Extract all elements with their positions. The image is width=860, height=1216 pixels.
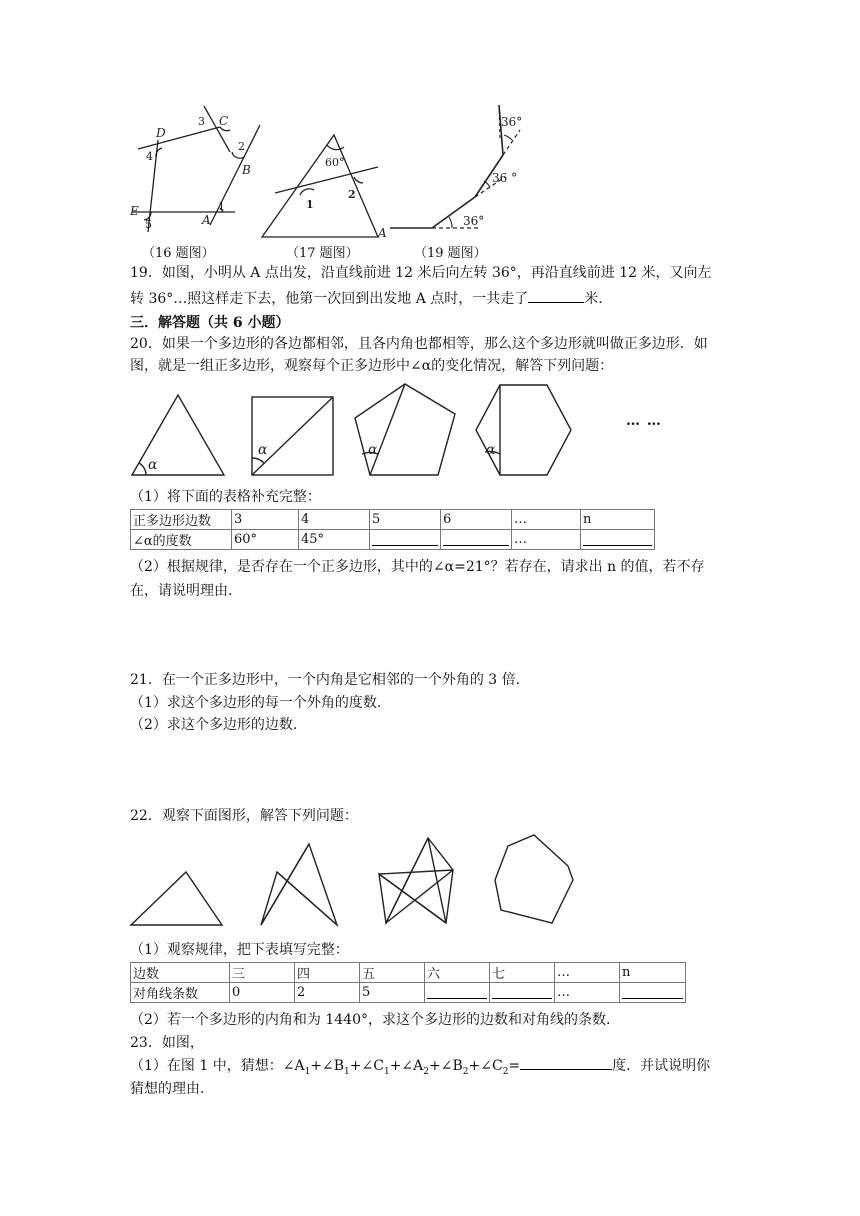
q23-line3: 猜想的理由. — [130, 1081, 205, 1097]
q23-line1: 23．如图， — [130, 1035, 204, 1051]
fig16-label-3: 3 — [198, 115, 205, 128]
table-cell: 60° — [232, 530, 299, 550]
q20-pentagon — [355, 384, 455, 475]
q19-line2-text: 转 36°…照这样走下去，他第一次回到出发地 A 点时，一共走了 — [130, 291, 529, 307]
q22-diagonals-figure — [120, 830, 590, 935]
q23-line2 — [130, 1055, 710, 1082]
q23-text-c1: +∠C — [349, 1058, 384, 1074]
q19-line2-unit: 米. — [584, 291, 603, 307]
fig16-label-C: C — [219, 114, 229, 128]
figure-16 — [129, 106, 260, 232]
table-cell: 5 — [360, 983, 425, 1003]
q20-part1: （1）将下面的表格补充完整： — [130, 489, 321, 505]
q22-table — [130, 962, 686, 1003]
q21-line2: （1）求这个多边形的每一个外角的度数. — [130, 695, 382, 711]
table-cell: 七 — [490, 963, 555, 983]
q20-alpha-2: α — [258, 442, 268, 458]
q22-triangle — [131, 872, 222, 925]
fig17-label-A: A — [378, 226, 387, 240]
table-cell: … — [512, 510, 581, 530]
q20-polygons-figure — [120, 380, 580, 480]
figure-19 — [390, 105, 522, 228]
q22-pentagon — [379, 838, 453, 923]
table-cell: 四 — [295, 963, 360, 983]
q20-square — [252, 397, 333, 475]
table-cell: ∠α的度数 — [131, 530, 232, 550]
fig19-label-36-bottom: 36° — [463, 214, 485, 228]
q23-sub: 2 — [502, 1066, 509, 1077]
table-cell: 六 — [425, 963, 490, 983]
table-row — [131, 983, 686, 1003]
fig16-label-1: 1 — [218, 200, 225, 213]
table-cell: 五 — [360, 963, 425, 983]
table-cell: n — [620, 963, 686, 983]
q19-answer-blank[interactable] — [528, 288, 584, 303]
q23-text-b1: +∠B — [310, 1058, 345, 1074]
table-cell: 边数 — [131, 963, 230, 983]
table-cell: 6 — [441, 510, 512, 530]
q23-sub: 1 — [304, 1066, 311, 1077]
table-cell: 2 — [295, 983, 360, 1003]
table-cell: 4 — [299, 510, 370, 530]
figures-16-17-19 — [120, 100, 560, 262]
q23-text-post: 度．并试说明你 — [612, 1058, 711, 1074]
answer-blank[interactable] — [443, 545, 509, 546]
fig19-label-36-top: 36° — [501, 115, 523, 129]
answer-blank[interactable] — [492, 998, 552, 999]
caption-17: （17 题图） — [286, 246, 359, 261]
q19-line1: 19．如图，小明从 A 点出发，沿直线前进 12 米后向左转 36°，再沿直线前进 12 米，又向左 — [130, 265, 712, 281]
table-cell: 3 — [232, 510, 299, 530]
fig16-label-E: E — [130, 204, 139, 218]
q21-line1: 21．在一个正多边形中，一个内角是它相邻的一个外角的 3 倍. — [130, 672, 521, 688]
table-cell: … — [512, 530, 581, 550]
fig19-label-36-mid: 36 ° — [492, 171, 518, 185]
table-answer-cell[interactable] — [581, 530, 655, 550]
table-cell: 5 — [370, 510, 441, 530]
fig17-label-60: 60° — [325, 156, 345, 169]
q20-ellipsis: … … — [626, 413, 662, 429]
table-cell: 正多边形边数 — [131, 510, 232, 530]
fig16-label-4: 4 — [146, 150, 153, 163]
q22-heptagon — [495, 835, 573, 923]
q23-sub: 2 — [462, 1066, 469, 1077]
q23-text-b2: +∠B — [429, 1058, 463, 1074]
table-cell: 对角线条数 — [131, 983, 230, 1003]
q20-triangle — [132, 395, 224, 475]
table-cell: … — [555, 983, 620, 1003]
table-cell: 0 — [230, 983, 295, 1003]
q22-part2: （2）若一个多边形的内角和为 1440°，求这个多边形的边数和对角线的条数. — [130, 1012, 611, 1028]
table-answer-cell[interactable] — [425, 983, 490, 1003]
q20-hexagon — [476, 385, 571, 475]
q22-line1: 22．观察下面图形，解答下列问题： — [130, 808, 358, 824]
table-cell: 三 — [230, 963, 295, 983]
q20-alpha-4: α — [486, 442, 496, 458]
q23-sub: 2 — [423, 1066, 430, 1077]
table-row — [131, 963, 686, 983]
table-cell: … — [555, 963, 620, 983]
table-answer-cell[interactable] — [620, 983, 686, 1003]
table-answer-cell[interactable] — [441, 530, 512, 550]
fig17-label-1: 1 — [306, 198, 314, 211]
fig16-label-5: 5 — [145, 218, 152, 231]
table-answer-cell[interactable] — [370, 530, 441, 550]
q23-sub: 1 — [344, 1066, 350, 1077]
fig16-label-D: D — [156, 126, 166, 140]
caption-19: （19 题图） — [414, 246, 487, 261]
q23-text-eq: = — [508, 1058, 521, 1074]
q20-part2-line2: 在，请说明理由. — [130, 583, 233, 599]
q22-part1: （1）观察规律，把下表填写完整： — [130, 942, 349, 958]
section-3-heading: 三．解答题（共 6 小题） — [130, 315, 290, 331]
fig17-label-2: 2 — [348, 188, 356, 201]
q23-text-a1: （1）在图 1 中，猜想：∠A — [130, 1058, 305, 1074]
table-row — [131, 510, 655, 530]
answer-blank[interactable] — [622, 998, 683, 999]
caption-16: （16 题图） — [142, 246, 215, 261]
q20-line2: 图，就是一组正多边形，观察每个正多边形中∠α的变化情况，解答下列问题： — [130, 358, 614, 374]
fig16-label-B: B — [242, 163, 251, 177]
q20-alpha-1: α — [148, 457, 158, 473]
q23-sub: 1 — [383, 1066, 390, 1077]
table-cell: 45° — [299, 530, 370, 550]
q22-quadrilateral — [261, 844, 337, 925]
q23-text-a2: +∠A — [389, 1058, 424, 1074]
table-cell: n — [581, 510, 655, 530]
answer-blank[interactable] — [427, 998, 487, 999]
q23-text-c2: +∠C — [468, 1058, 503, 1074]
q20-table — [130, 509, 655, 550]
fig16-label-A: A — [202, 213, 211, 227]
q20-alpha-3: α — [368, 442, 378, 458]
figure-17 — [262, 135, 387, 240]
table-answer-cell[interactable] — [490, 983, 555, 1003]
q21-line3: （2）求这个多边形的边数. — [130, 717, 298, 733]
q19-line2 — [130, 288, 603, 309]
answer-blank[interactable] — [583, 545, 652, 546]
fig16-label-2: 2 — [238, 140, 245, 153]
q20-line1: 20．如果一个多边形的各边都相邻，且各内角也都相等，那么这个多边形就叫做正多边形．如 — [130, 336, 708, 352]
answer-blank[interactable] — [372, 545, 438, 546]
q23-answer-blank[interactable] — [520, 1055, 612, 1070]
table-row — [131, 530, 655, 550]
q20-part2-line1: （2）根据规律，是否存在一个正多边形，其中的∠α=21°？若存在，请求出 n 的值，若不存 — [130, 559, 705, 575]
